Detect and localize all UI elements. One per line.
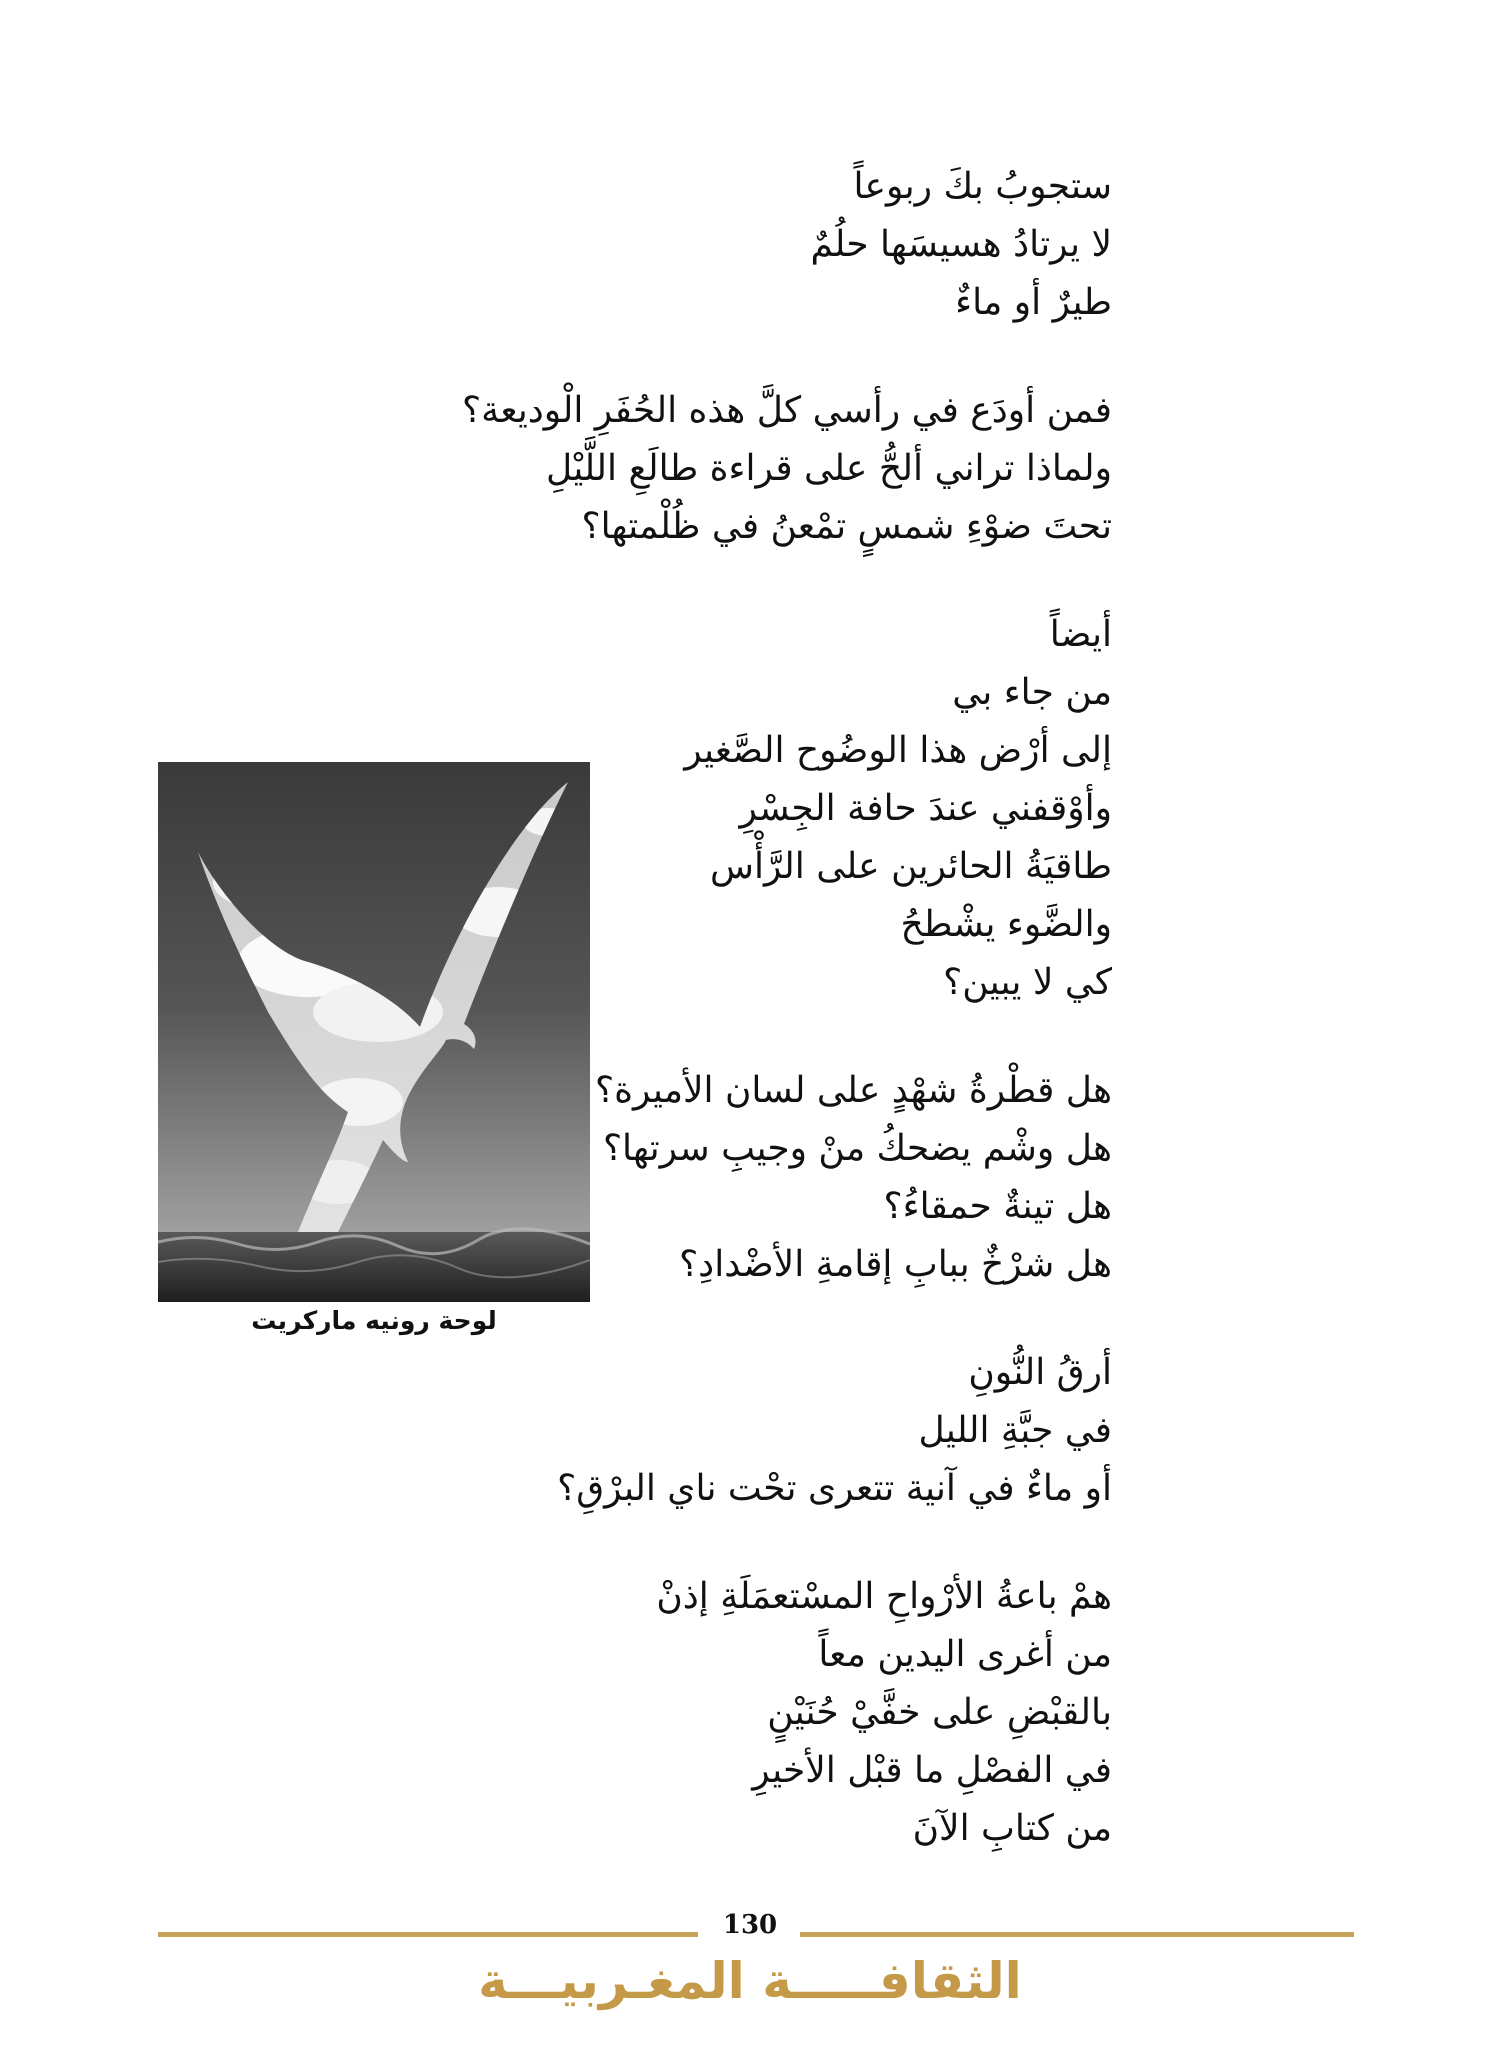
- poem-line: همْ باعةُ الأرْواحِ المسْتعمَلَةِ إذنْ: [656, 1576, 1112, 1617]
- painting-caption: لوحة رونيه ماركريت: [251, 1306, 497, 1335]
- poem-line: أو ماءٌ في آنية تتعرى تحْت ناي البرْقِ؟: [557, 1468, 1112, 1509]
- poem-line: ولماذا تراني ألحُّ على قراءة طالَعِ اللَّيْلِ: [546, 448, 1112, 489]
- poem-line: والضَّوء يشْطحُ: [900, 904, 1112, 945]
- painting-dove-clouds: [158, 762, 590, 1302]
- stanza-2: [392, 382, 1112, 556]
- poem-line: في جبَّةِ الليل: [918, 1410, 1112, 1451]
- poem-line: ستجوبُ بكَ ربوعاً: [853, 166, 1112, 207]
- poem-line: كي لا يبين؟: [943, 962, 1112, 1003]
- poem-line: هل قطْرةُ شهْدٍ على لسان الأميرة؟: [595, 1070, 1112, 1111]
- poem-line: من أغرى اليدين معاً: [818, 1634, 1112, 1675]
- poem-line: هل تينةٌ حمقاءُ؟: [883, 1186, 1112, 1227]
- poem-line: إلى أرْض هذا الوضُوح الصَّغير: [684, 730, 1112, 771]
- poem-line: طيرٌ أو ماءٌ: [955, 282, 1112, 323]
- poem-line: طاقيَةُ الحائرين على الرَّأْس: [710, 846, 1112, 887]
- poem-line: هل شرْخٌ ببابِ إقامةِ الأضْدادِ؟: [679, 1244, 1112, 1285]
- footer-rule-left: [158, 1932, 698, 1937]
- page-number: 130: [722, 1910, 778, 1940]
- poem-line: هل وشْم يضحكُ منْ وجيبِ سرتها؟: [602, 1128, 1112, 1169]
- poem-line: بالقبْضِ على خفَّيْ حُنَيْنٍ: [767, 1692, 1112, 1733]
- magazine-title: الثقافـــــة المغـربيـــة: [478, 1952, 1022, 2010]
- poem-line: فمن أودَع في رأسي كلَّ هذه الحُفَرِ الْوديعة؟: [461, 390, 1112, 431]
- poem-line: من جاء بي: [952, 672, 1112, 713]
- stanza-1: [392, 158, 1112, 332]
- poem-line: وأوْقفني عندَ حافة الجِسْرِ: [739, 788, 1112, 829]
- poem-line: أرقُ النُّونِ: [968, 1352, 1112, 1393]
- stanza-5: [392, 1344, 1112, 1518]
- stanza-6: [392, 1568, 1112, 1858]
- footer-rule-right: [800, 1932, 1354, 1937]
- poem-line: لا يرتادُ هسيسَها حلُمٌ: [810, 224, 1112, 265]
- poem-line: أيضاً: [1049, 614, 1112, 655]
- poem-line: من كتابِ الآنَ: [912, 1808, 1112, 1849]
- poem-line: في الفصْلِ ما قبْل الأخيرِ: [752, 1750, 1112, 1791]
- poem-line: تحتَ ضوْءِ شمسٍ تمْعنُ في ظُلْمتها؟: [581, 506, 1112, 547]
